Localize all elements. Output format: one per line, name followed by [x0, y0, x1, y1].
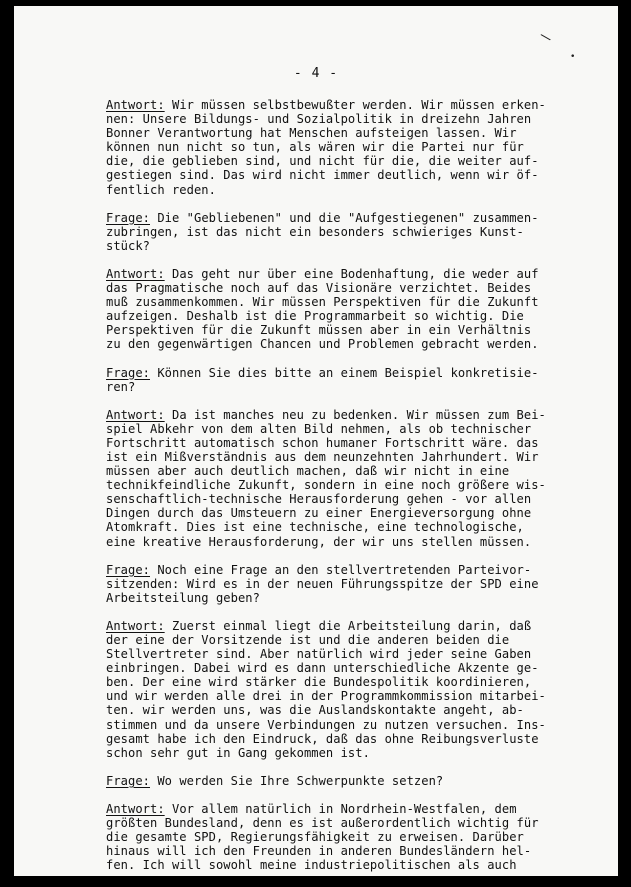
line-text: Da ist manches neu zu bedenken. Wir müssen zum Bei- — [164, 407, 546, 422]
text-line: zu den gegenwärtigen Chancen und Problemen gebracht werden. — [106, 337, 539, 352]
document-page — [14, 6, 618, 876]
text-line: müssen aber auch deutlich machen, daß wir nicht in eine — [106, 464, 510, 479]
text-line: gesamt habe ich den Eindruck, daß das ohne Reibungsverluste — [106, 731, 539, 746]
line-text: Das geht nur über eine Bodenhaftung, die weder auf — [164, 266, 539, 281]
text-line: nen: Unsere Bildungs- und Sozialpolitik in dreizehn Jahren — [106, 112, 532, 127]
answer-block — [106, 619, 566, 760]
text-line: fentlich reden. — [106, 182, 216, 197]
text-line: ten. wir werden uns, was die Auslandskontakte angeht, ab- — [106, 703, 524, 718]
text-line: aufzeigen. Deshalb ist die Programmarbeit so wichtig. Die — [106, 309, 524, 324]
text-line: stück? — [106, 238, 150, 253]
text-line: die gesamte SPD, Regierungsfähigkeit zu erweisen. Darüber — [106, 830, 524, 845]
text-line: eine kreative Herausforderung, der wir uns stellen müssen. — [106, 534, 532, 549]
text-line — [106, 408, 566, 422]
text-line: Arbeitsteilung geben? — [106, 590, 260, 605]
text-line — [106, 563, 566, 577]
speaker-label: Antwort: — [106, 618, 165, 633]
speaker-label: Frage: — [106, 773, 150, 788]
line-text: Wir müssen selbstbewußter werden. Wir müssen erken- — [164, 98, 546, 112]
text-line — [106, 267, 566, 281]
text-line: Fortschritt automatisch schon humaner Fortschritt wäre. das — [106, 435, 539, 450]
text-line: spiel Abkehr von dem alten Bild nehmen, als ob technischer — [106, 421, 532, 436]
speaker-label: Antwort: — [106, 98, 165, 112]
text-line: hinaus will ich den Freunden in anderen Bundesländern hel- — [106, 844, 532, 859]
text-line: zubringen, ist das nicht ein besonders schwieriges Kunst- — [106, 224, 524, 239]
answer-block — [106, 267, 566, 352]
line-text: Vor allem natürlich in Nordrhein-Westfalen, dem — [164, 801, 517, 816]
line-text: Können Sie dies bitte an einem Beispiel konkretisie- — [150, 365, 539, 380]
interview-text — [106, 98, 566, 876]
answer-block — [106, 98, 566, 197]
page-number: - 4 - — [293, 66, 339, 81]
text-line — [106, 366, 566, 380]
speaker-label: Frage: — [106, 210, 150, 225]
text-line: senschaftlich-technische Herausforderung gehen - vor allen — [106, 492, 532, 507]
line-text: Zuerst einmal liegt die Arbeitsteilung darin, daß — [164, 618, 532, 633]
text-line: gestiegen sind. Das wird nicht immer deutlich, wenn wir öf- — [106, 168, 539, 183]
text-line: sitzenden: Wird es in der neuen Führungsspitze der SPD eine — [106, 576, 539, 591]
text-line: Dingen durch das Umsteuern zu einer Energieversorgung ohne — [106, 506, 532, 521]
line-text: Noch eine Frage an den stellvertretenden Parteivor- — [150, 562, 532, 577]
text-line: fen. Ich will sowohl meine industriepolitischen als auch — [106, 858, 517, 873]
answer-block — [106, 408, 566, 549]
text-line: die, die geblieben sind, und nicht für die, die weiter auf- — [106, 154, 539, 169]
text-line: einbringen. Dabei wird es dann unterschiedliche Akzente ge- — [106, 661, 539, 676]
text-line: Bonner Verantwortung hat Menschen aufsteigen lassen. Wir — [106, 126, 517, 141]
speaker-label: Antwort: — [106, 407, 165, 422]
text-line: technikfeindliche Zukunft, sondern in eine noch größere wis- — [106, 478, 546, 493]
text-line: Perspektiven für die Zukunft müssen aber in ein Verhältnis — [106, 323, 532, 338]
text-line: Atomkraft. Dies ist eine technische, eine technologische, — [106, 520, 524, 535]
speaker-label: Frage: — [106, 365, 150, 380]
question-block — [106, 563, 566, 605]
question-block — [106, 774, 566, 788]
text-line: Stellvertreter sind. Aber natürlich wird jeder seine Gaben — [106, 647, 532, 662]
text-line — [106, 774, 566, 788]
speaker-label: Antwort: — [106, 801, 165, 816]
speaker-label: Antwort: — [106, 266, 165, 281]
text-line: das Pragmatische noch auf das Visionäre verzichtet. Beides — [106, 281, 532, 296]
text-line: größten Bundesland, denn es ist außerordentlich wichtig für — [106, 816, 539, 831]
text-line — [106, 619, 566, 633]
line-text: Wo werden Sie Ihre Schwerpunkte setzen? — [150, 773, 444, 788]
text-line: und wir werden alle drei in der Programmkommission mitarbei- — [106, 689, 546, 704]
question-block — [106, 366, 566, 394]
text-line: der eine der Vorsitzende ist und die anderen beiden die — [106, 633, 510, 647]
stray-mark: • — [570, 52, 576, 62]
answer-block — [106, 802, 566, 872]
stray-mark: \ — [538, 29, 553, 45]
text-line: ren? — [106, 379, 136, 394]
text-line: stimmen und da unsere Verbindungen zu nutzen versuchen. Ins- — [106, 717, 546, 732]
text-line: schon sehr gut in Gang gekommen ist. — [106, 745, 370, 760]
line-text: Die "Gebliebenen" und die "Aufgestiegenen" zusammen- — [150, 210, 539, 225]
speaker-label: Frage: — [106, 562, 150, 577]
text-line: ben. Der eine wird stärker die Bundespolitik koordinieren, — [106, 675, 532, 690]
text-line — [106, 98, 566, 112]
question-block — [106, 211, 566, 253]
text-line: muß zusammenkommen. Wir müssen Perspektiven für die Zukunft — [106, 295, 539, 310]
text-line — [106, 211, 566, 225]
text-line: können nun nicht so tun, als wären wir die Partei nur für — [106, 140, 524, 155]
text-line: ist ein Mißverständnis aus dem neunzehnten Jahrhundert. Wir — [106, 449, 539, 464]
text-line — [106, 802, 566, 816]
